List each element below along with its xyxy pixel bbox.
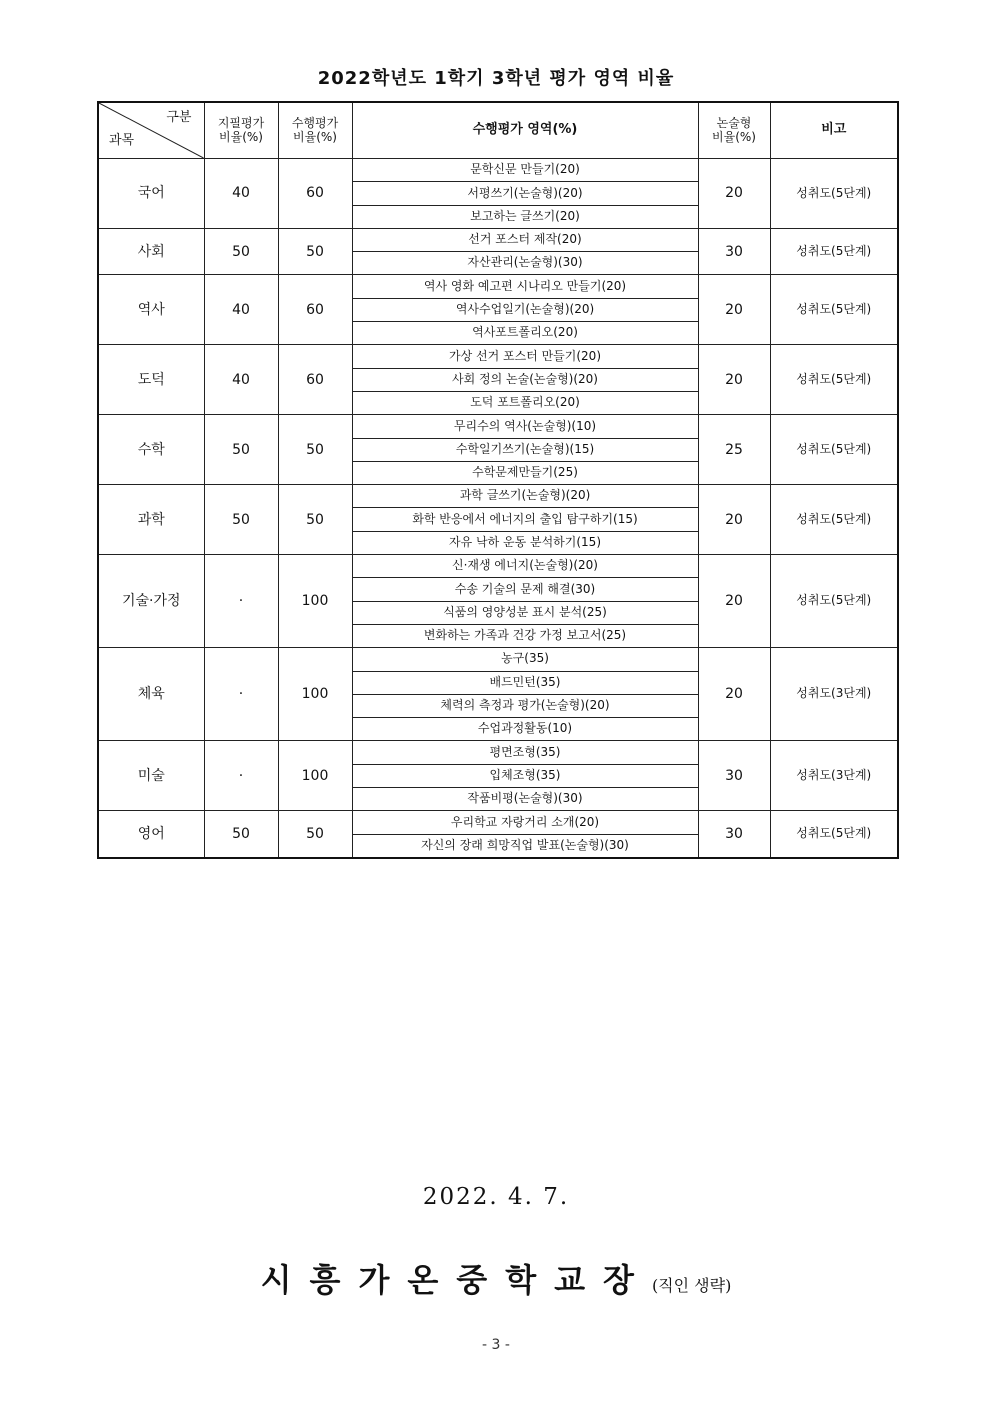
written-ratio-header: 지필평가 비율(%)	[204, 102, 278, 159]
table-row	[98, 648, 898, 671]
performance-area-cell: 체력의 측정과 평가(논술형)(20)	[352, 694, 698, 717]
essay-ratio-cell: 30	[698, 741, 770, 811]
performance-area-cell: 자유 낙하 운동 분석하기(15)	[352, 531, 698, 554]
performance-area-cell: 수학문제만들기(25)	[352, 461, 698, 484]
essay-ratio-cell: 20	[698, 275, 770, 345]
subject-cell: 국어	[98, 159, 204, 229]
performance-area-cell: 역사포트폴리오(20)	[352, 322, 698, 345]
remark-cell: 성취도(5단계)	[770, 228, 898, 275]
remark-header: 비고	[770, 102, 898, 159]
performance-area-cell: 수송 기술의 문제 해결(30)	[352, 578, 698, 601]
performance-area-cell: 가상 선거 포스터 만들기(20)	[352, 345, 698, 368]
performance-ratio-cell: 50	[278, 811, 352, 858]
document-date: 2022. 4. 7.	[422, 1184, 570, 1210]
essay-ratio-cell: 20	[698, 345, 770, 415]
corner-bottom-label: 과목	[109, 133, 135, 149]
written-ratio-cell: ·	[204, 741, 278, 811]
school-principal-name: 시흥가온중학교장	[260, 1261, 652, 1299]
table-row	[98, 741, 898, 764]
performance-area-cell: 평면조형(35)	[352, 741, 698, 764]
table-body	[98, 159, 898, 858]
table-row	[98, 345, 898, 368]
written-ratio-cell: 50	[204, 485, 278, 555]
table-row	[98, 485, 898, 508]
essay-ratio-cell: 25	[698, 415, 770, 485]
essay-ratio-cell: 30	[698, 811, 770, 858]
performance-ratio-cell: 100	[278, 555, 352, 648]
performance-area-cell: 무리수의 역사(논술형)(10)	[352, 415, 698, 438]
remark-cell: 성취도(5단계)	[770, 485, 898, 555]
performance-ratio-cell: 60	[278, 345, 352, 415]
performance-ratio-cell: 60	[278, 275, 352, 345]
essay-ratio-cell: 30	[698, 228, 770, 275]
written-ratio-cell: 50	[204, 228, 278, 275]
evaluation-ratio-table	[97, 101, 899, 859]
performance-ratio-cell: 60	[278, 159, 352, 229]
remark-cell: 성취도(5단계)	[770, 275, 898, 345]
performance-area-cell: 보고하는 글쓰기(20)	[352, 205, 698, 228]
performance-area-cell: 도덕 포트폴리오(20)	[352, 391, 698, 414]
subject-cell: 과학	[98, 485, 204, 555]
performance-areas-header: 수행평가 영역(%)	[352, 102, 698, 159]
subject-cell: 영어	[98, 811, 204, 858]
table-row	[98, 555, 898, 578]
performance-area-cell: 배드민턴(35)	[352, 671, 698, 694]
remark-cell: 성취도(3단계)	[770, 648, 898, 741]
essay-ratio-cell: 20	[698, 485, 770, 555]
performance-area-cell: 식품의 영양성분 표시 분석(25)	[352, 601, 698, 624]
remark-cell: 성취도(5단계)	[770, 555, 898, 648]
remark-cell: 성취도(3단계)	[770, 741, 898, 811]
remark-cell: 성취도(5단계)	[770, 811, 898, 858]
remark-cell: 성취도(5단계)	[770, 415, 898, 485]
performance-area-cell: 자신의 장래 희망직업 발표(논술형)(30)	[352, 834, 698, 858]
table-row	[98, 159, 898, 182]
table-row	[98, 811, 898, 834]
subject-cell: 역사	[98, 275, 204, 345]
performance-area-cell: 농구(35)	[352, 648, 698, 671]
written-ratio-cell: 40	[204, 159, 278, 229]
subject-cell: 수학	[98, 415, 204, 485]
page-number: - 3 -	[482, 1337, 510, 1353]
performance-area-cell: 역사 영화 예고편 시나리오 만들기(20)	[352, 275, 698, 298]
performance-area-cell: 변화하는 가족과 건강 가정 보고서(25)	[352, 624, 698, 647]
subject-cell: 사회	[98, 228, 204, 275]
performance-area-cell: 선거 포스터 제작(20)	[352, 228, 698, 251]
document-title: 2022학년도 1학기 3학년 평가 영역 비율	[317, 68, 675, 89]
subject-cell: 도덕	[98, 345, 204, 415]
table-row	[98, 228, 898, 251]
essay-ratio-cell: 20	[698, 555, 770, 648]
performance-ratio-header: 수행평가 비율(%)	[278, 102, 352, 159]
remark-cell: 성취도(5단계)	[770, 345, 898, 415]
performance-area-cell: 신·재생 에너지(논술형)(20)	[352, 555, 698, 578]
subject-cell: 체육	[98, 648, 204, 741]
performance-area-cell: 입체조형(35)	[352, 764, 698, 787]
corner-top-label: 구분	[166, 110, 192, 125]
written-ratio-cell: 50	[204, 415, 278, 485]
performance-area-cell: 수학일기쓰기(논술형)(15)	[352, 438, 698, 461]
performance-area-cell: 우리학교 자랑거리 소개(20)	[352, 811, 698, 834]
written-ratio-cell: ·	[204, 555, 278, 648]
performance-ratio-cell: 100	[278, 741, 352, 811]
performance-ratio-cell: 50	[278, 228, 352, 275]
performance-ratio-cell: 100	[278, 648, 352, 741]
corner-header-cell	[98, 102, 204, 159]
written-ratio-cell: 40	[204, 275, 278, 345]
performance-area-cell: 화학 반응에서 에너지의 출입 탐구하기(15)	[352, 508, 698, 531]
essay-ratio-cell: 20	[698, 159, 770, 229]
performance-area-cell: 역사수업일기(논술형)(20)	[352, 298, 698, 321]
written-ratio-cell: ·	[204, 648, 278, 741]
performance-area-cell: 문학신문 만들기(20)	[352, 159, 698, 182]
principal-signature	[0, 1255, 992, 1301]
essay-ratio-cell: 20	[698, 648, 770, 741]
written-ratio-cell: 40	[204, 345, 278, 415]
subject-cell: 기술·가정	[98, 555, 204, 648]
performance-area-cell: 수업과정활동(10)	[352, 718, 698, 741]
essay-ratio-header: 논술형 비율(%)	[698, 102, 770, 159]
subject-cell: 미술	[98, 741, 204, 811]
performance-ratio-cell: 50	[278, 415, 352, 485]
performance-area-cell: 작품비평(논술형)(30)	[352, 788, 698, 811]
table-row	[98, 415, 898, 438]
performance-area-cell: 자산관리(논술형)(30)	[352, 252, 698, 275]
seal-omitted-note: (직인 생략)	[651, 1276, 732, 1295]
performance-area-cell: 과학 글쓰기(논술형)(20)	[352, 485, 698, 508]
written-ratio-cell: 50	[204, 811, 278, 858]
remark-cell: 성취도(5단계)	[770, 159, 898, 229]
table-row	[98, 275, 898, 298]
performance-ratio-cell: 50	[278, 485, 352, 555]
performance-area-cell: 사회 정의 논술(논술형)(20)	[352, 368, 698, 391]
performance-area-cell: 서평쓰기(논술형)(20)	[352, 182, 698, 205]
